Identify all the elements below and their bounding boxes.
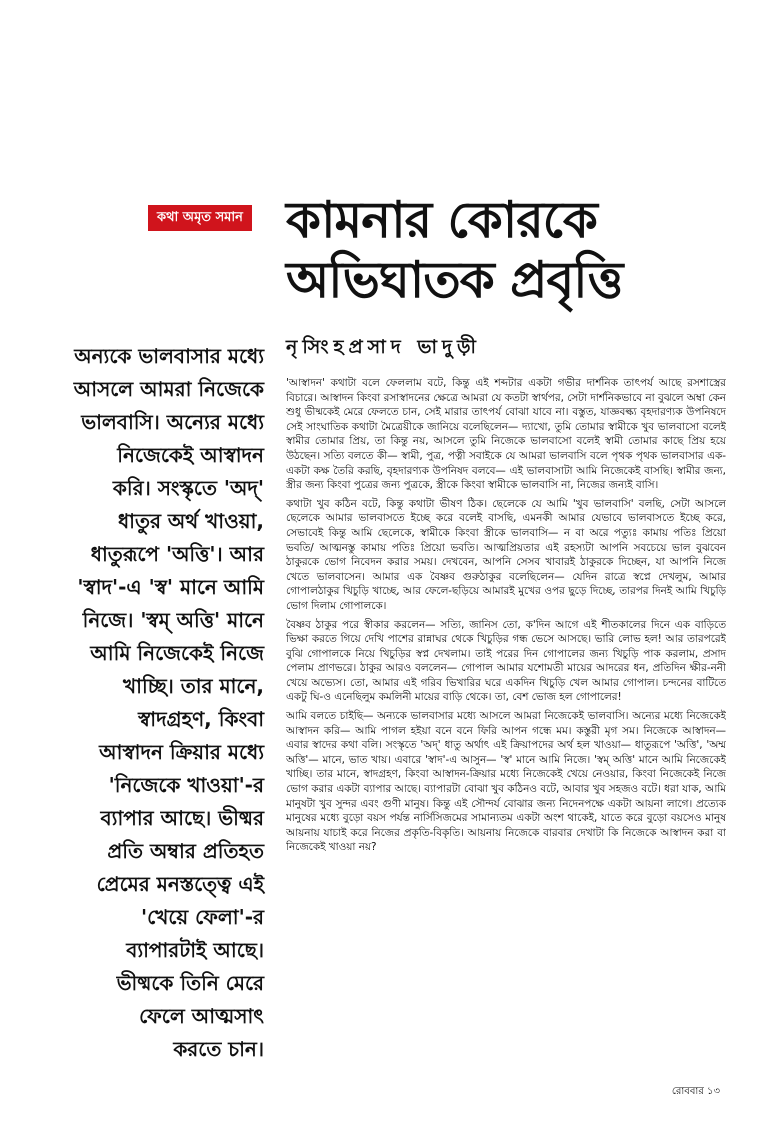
pull-quote-line: ব্যাপারটাই আছে। <box>126 938 264 962</box>
pull-quote-line: ধাতুরূপে 'অত্তি'। আর <box>90 542 264 566</box>
pull-quote-line: ধাতুর অর্থ খাওয়া, <box>117 509 264 533</box>
pull-quote-line: করতে চান। <box>173 1037 264 1061</box>
author-byline: নৃসিংহপ্রসাদ ভাদুড়ী <box>286 336 481 358</box>
pull-quote-line: আসলে আমরা নিজেকে <box>73 377 264 401</box>
body-paragraph: 'আস্বাদন' কথাটা বলে ফেললাম বটে, কিন্তু এই শব্দটার একটা গভীর দার্শনিক তাৎপর্য আছে রসশাস্ত্রের বিচারে। আস্বাদন কিংবা রসাস্বাদনের ক্ষেত্রে আমরা যে কতটা স্বার্থপর, সেটা দার্শনিকভাবে না বুঝলে অম্বা কেন শুধু ভীষ্মকেই মেরে ফেলতে চান, সেই মারার তাৎপর্য বোঝা যাবে না। বস্তুত, যাজ্ঞবল্ক্য বৃহদারণ্যক উপনিষদে সেই সাংঘাতিক কথাটা মৈত্রেয়ীকে জানিয়ে বলেছিলেন— দ্যাখো, তুমি তোমার স্বামীকে খুব ভালবাসো বলেই স্বামীর তোমার প্রিয়, তা কিন্তু নয়, আসলে তুমি নিজেকে ভালবাসো বলেই স্বামী তোমার কাছে প্রিয় হয়ে উঠছেন। সত্যি বলতে কী— স্বামী, পুত্র, পত্নী সবাইকে যে আমরা ভালবাসি বলে পৃথক পৃথক ভালবাসার এক-একটা কক্ষ তৈরি করছি, বৃহদারণ্যক উপনিষদ বলবে— এই ভালবাসাটা আমি নিজেকেই বাসছি। স্বামীর জন্য, স্ত্রীর জন্য কিংবা পুত্রের জন্য পুত্রকে, স্ত্রীকে কিংবা স্বামীকে ভালবাসি না, নিজের জন্যই বাসি। <box>286 377 726 492</box>
pull-quote-line: প্রতি অম্বার প্রতিহত <box>107 839 264 863</box>
body-paragraph: কথাটা খুব কঠিন বটে, কিন্তু কথাটা ভীষণ ঠিক। ছেলেকে যে আমি 'খুব ভালবাসি' বলছি, সেটা আসলে ছেলেকে আমার ভালবাসতে ইচ্ছে করে বলেই বাসছি, এমনকী আমার যেভাবে ভালবাসতে ইচ্ছে করে, সেভাবেই কিন্তু আমি ছেলেকে, স্বামীকে কিংবা স্ত্রীকে ভালবাসি— ন বা অরে পত্যুঃ কামায় পতিঃ প্রিয়ো ভবতি/ আত্মনস্তু কামায় পতিঃ প্রিয়ো ভবতি। আত্মপ্রিয়তার এই রহস্যটা আপনি সবচেয়ে ভাল বুঝবেন ঠাকুরকে ভোগ নিবেদন করার সময়। দেখবেন, আপনি সেসব খাবারই ঠাকুরকে দিচ্ছেন, যা আপনি নিজে খেতে ভালবাসেন। আমার এক বৈষ্ণব গুরুঠাকুর বলেছিলেন— যেদিন রাত্রে স্বপ্নে দেখলুম, আমার গোপালঠাকুর খিচুড়ি খাচ্ছে, আর ফেলে-ছড়িয়ে আমারই মুখের ওপর ছুড়ে দিচ্ছে, তারপর দিনই আমি খিচুড়ি ভোগ দিলাম গোপালকে। <box>286 497 726 612</box>
pull-quote-line: প্রেমের মনস্তত্ত্বে এই <box>96 872 264 896</box>
section-tag: কথা অমৃত সমান <box>148 205 252 231</box>
pull-quote-line: 'খেয়ে ফেলা'-র <box>140 905 264 929</box>
pull-quote-line: আমি নিজেকেই নিজে <box>90 641 264 665</box>
pull-quote-line: ভীষ্মকে তিনি মেরে <box>116 971 264 995</box>
pull-quote-line: অন্যকে ভালবাসার মধ্যে <box>74 344 264 368</box>
title-line: কামনার কোরকে <box>286 191 597 249</box>
pull-quote-line: খাচ্ছি। তার মানে, <box>123 674 264 698</box>
article-title <box>286 190 726 310</box>
pull-quote-line: করি। সংস্কৃতে 'অদ্' <box>112 476 264 500</box>
pull-quote-line: নিজেকেই আস্বাদন <box>117 443 264 467</box>
pull-quote-line: ভালবাসি। অন্যের মধ্যে <box>81 410 264 434</box>
pull-quote <box>58 340 264 1066</box>
pull-quote-line: ফেলে আত্মসাৎ <box>139 1004 264 1028</box>
pull-quote-line: 'নিজেকে খাওয়া'-র <box>108 773 264 797</box>
pull-quote-line: আস্বাদন ক্রিয়ার মধ্যে <box>99 740 264 764</box>
pull-quote-line: স্বাদগ্রহণ, কিংবা <box>138 707 264 731</box>
body-paragraph: বৈষ্ণব ঠাকুর পরে স্বীকার করলেন— সত্যি, জানিস তো, ক'দিন আগে এই শীতকালের দিনে এক বাড়িতে ভিক্ষা করতে গিয়ে দেখি পাশের রান্নাঘর থেকে খিচুড়ির গন্ধ ভেসে আসছে। ভারি লোভ হল! আর তারপরেই বুঝি গোপালকে নিয়ে খিচুড়ির স্বপ্ন দেখলাম। তাই পরের দিন গোপালের জন্য খিচুড়ি পাক করলাম, প্রসাদ পেলাম প্রাণভরে। ঠাকুর আরও বললেন— গোপাল আমার যশোমতী মায়ের আদরের ধন, প্রতিদিন ক্ষীর-ননী খেয়ে অভ্যেস। তো, আমার এই গরিব ভিখারির ঘরে একদিন খিচুড়ি খেল আমার গোপাল। চন্দনের বাটিতে একটু ঘি-ও এনেছিলুম কমলিনী মায়ের বাড়ি থেকে। তা, বেশ ভোজ হল গোপালের! <box>286 618 726 704</box>
pull-quote-line: 'স্বাদ'-এ 'স্ব' মানে আমি <box>77 575 264 599</box>
body-paragraph: আমি বলতে চাইছি— অন্যকে ভালবাসার মধ্যে আসলে আমরা নিজেকেই ভালবাসি। অন্যের মধ্যে নিজেকেই আস্বাদন করি— আমি পাগল হইয়া বনে বনে ফিরি আপন গন্ধে মম। কস্তুরী মৃগ সম। নিজেকে আস্বাদন— এবার স্বাদের কথা বলি। সংস্কৃতে 'অদ্' ধাতু অর্থাৎ এই ক্রিয়াপদের অর্থ হল খাওয়া— ধাতুরূপে 'অত্তি', 'অম্ম অত্তি'— মানে, ভাত খায়। এবারে 'স্বাদ'-এ আসুন— 'স্ব' মানে আমি নিজে। 'স্বম্ অত্তি' মানে আমি নিজেকেই খাচ্ছি। তার মানে, স্বাদগ্রহণ, কিংবা আস্বাদন-ক্রিয়ার মধ্যে নিজেকেই খেয়ে নেওয়ার, কিংবা নিজেকেই নিজে ভোগ করার একটা ব্যাপার আছে। ব্যাপারটা বোঝা খুব কঠিনও বটে, আবার খুব সহজও বটে। ধরা যাক, আমি মানুষটা খুব সুন্দর এবং গুণী মানুষ। কিন্তু এই সৌন্দর্য বোঝার জন্য নিদেনপক্ষে একটা আয়না লাগে। প্রত্যেক মানুষের মধ্যে বুড়ো বয়স পর্যন্ত নার্সিসিজমের সামান্যতম একটা অংশ থাকেই, যাতে করে বুড়ো বয়সেও মানুষ আয়নায় যাচাই করে নিজের প্রকৃতি-বিকৃতি। আয়নায় নিজেকে বারবার দেখাটা কি নিজেকে আস্বাদন করা বা নিজেকেই খাওয়া নয়? <box>286 710 726 854</box>
pull-quote-line: নিজে। 'স্বম্ অত্তি' মানে <box>82 608 264 632</box>
article-body <box>286 376 726 1036</box>
pull-quote-line: ব্যাপার আছে। ভীষ্মর <box>100 806 264 830</box>
title-line: অভিঘাতক প্রবৃত্তি <box>286 251 623 309</box>
page-footer: রোববার ১৩ <box>671 1086 720 1097</box>
